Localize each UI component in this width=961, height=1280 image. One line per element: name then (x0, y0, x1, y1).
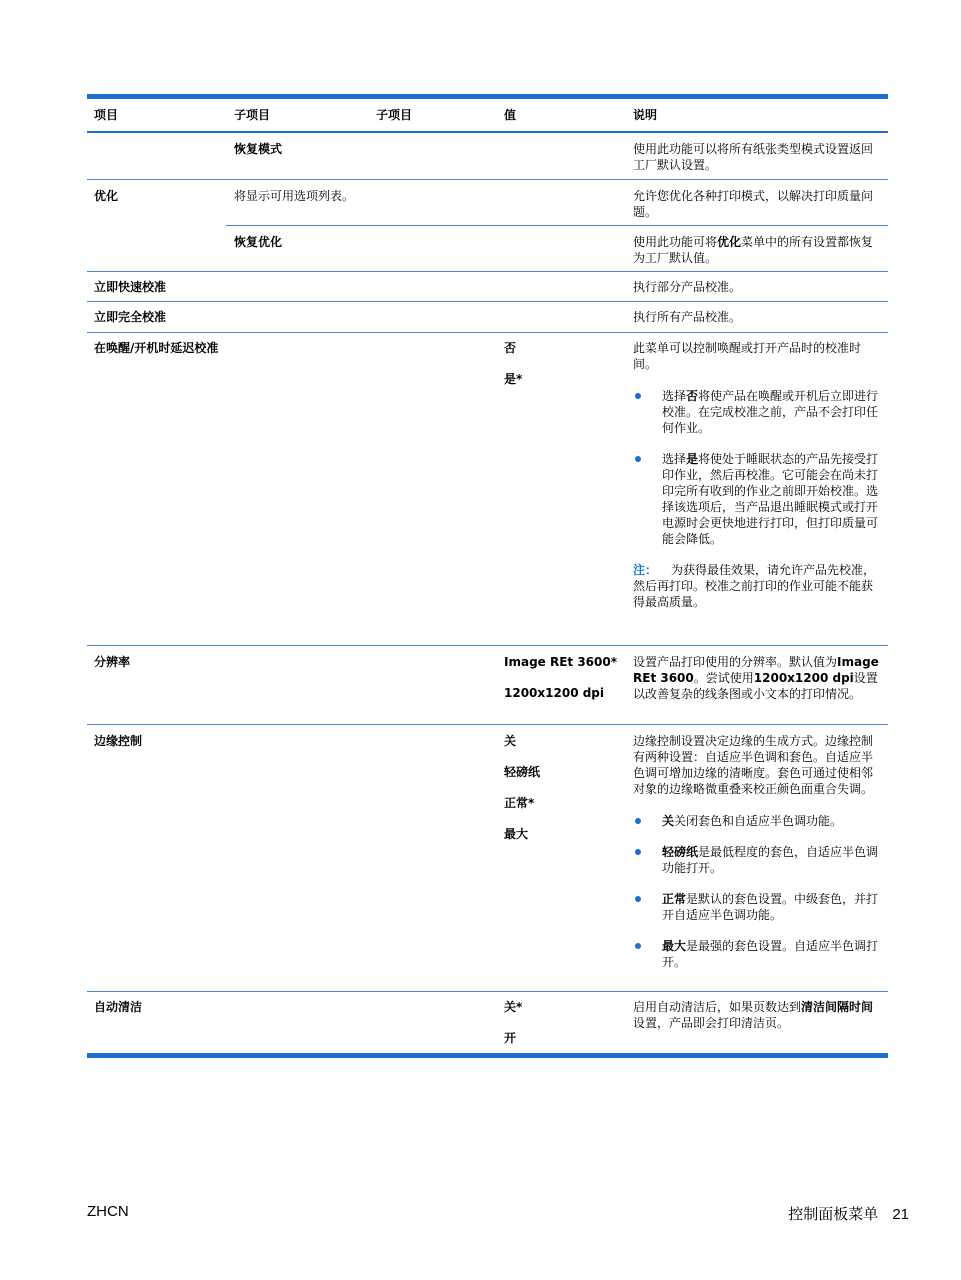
value-option: 最大 (504, 827, 529, 841)
header-value: 值 (504, 108, 517, 122)
bullet-icon (635, 456, 641, 462)
list-item: 关关闭套色和自适应半色调功能。 (633, 813, 883, 829)
bullet-icon (635, 393, 641, 399)
list-item: 正常是默认的套色设置。中级套色，并打开自适应半色调功能。 (633, 891, 883, 923)
item-delay-calibration: 在唤醒/开机时延迟校准 (94, 341, 219, 355)
settings-table (87, 94, 888, 1058)
list-item: 选择是将使处于睡眠状态的产品先接受打印作业，然后再校准。它可能会在尚未打印完所有收到的作业之前即开始校准。选择该选项后，当产品退出睡眠模式或打开电源时会更快地进行打印，但打印质量可能会降低。 (633, 451, 883, 547)
values-auto-clean (504, 999, 622, 1061)
description-intro: 边缘控制设置决定边缘的生成方式。边缘控制有两种设置：自适应半色调和套色。自适应半色调可增加边缘的清晰度。套色可通过使相邻对象的边缘略微重叠来校正颜色面重合失调。 (633, 734, 874, 796)
value-option: Image REt 3600* (504, 655, 617, 669)
bullet-icon (635, 943, 641, 949)
item-full-calibrate: 立即完全校准 (94, 310, 167, 324)
table-row-restore-mode (87, 133, 888, 180)
item-edge-control: 边缘控制 (94, 734, 143, 748)
value-option: 轻磅纸 (504, 765, 541, 779)
subitem-optimize-list: 将显示可用选项列表。 (234, 189, 355, 203)
description-intro: 此菜单可以控制唤醒或打开产品时的校准时间。 (633, 341, 862, 371)
footer-locale: ZHCN (87, 1203, 129, 1220)
description-optimize: 允许您优化各种打印模式，以解决打印质量问题。 (633, 189, 874, 219)
table-bottom-rule (87, 1053, 888, 1058)
list-item: 最大是最强的套色设置。自适应半色调打开。 (633, 938, 883, 970)
bullet-icon (635, 896, 641, 902)
description-restore-optimize: 使用此功能可将优化菜单中的所有设置都恢复为工厂默认值。 (633, 235, 874, 265)
page-number: 21 (892, 1206, 909, 1223)
header-subitem-1: 子项目 (234, 108, 271, 122)
description-edge-control (633, 733, 883, 985)
header-description: 说明 (633, 108, 658, 122)
header-item: 项目 (94, 108, 119, 122)
values-delay-calibration (504, 340, 622, 402)
description-full-calibrate: 执行所有产品校准。 (633, 310, 742, 324)
footer-section-title: 控制面板菜单 (788, 1206, 879, 1223)
description-auto-clean: 启用自动清洁后，如果页数达到清洁间隔时间设置，产品即会打印清洁页。 (633, 1000, 874, 1030)
value-option: 开 (504, 1031, 517, 1045)
table-row-full-calibrate (87, 302, 888, 333)
item-auto-clean: 自动清洁 (94, 1000, 143, 1014)
values-edge-control (504, 733, 622, 857)
table-header (87, 99, 888, 133)
table-row-delay-calibration (87, 333, 888, 646)
value-option: 正常* (504, 796, 535, 810)
subitem-restore-mode: 恢复模式 (234, 142, 283, 156)
table-row-auto-clean (87, 992, 888, 1053)
table-row-optimize (87, 180, 888, 272)
value-option: 否 (504, 341, 517, 355)
description-quick-calibrate: 执行部分产品校准。 (633, 280, 742, 294)
description-delay-calibration (633, 340, 883, 626)
value-option: 关* (504, 1000, 523, 1014)
note-text: 为获得最佳效果，请允许产品先校准，然后再打印。校准之前打印的作业可能不能获得最高质量。 (633, 563, 876, 609)
description-restore-mode: 使用此功能可以将所有纸张类型模式设置返回工厂默认设置。 (633, 142, 874, 172)
list-item: 轻磅纸是最低程度的套色，自适应半色调功能打开。 (633, 844, 883, 876)
subitem-restore-optimize: 恢复优化 (234, 235, 283, 249)
description-resolution: 设置产品打印使用的分辨率。默认值为Image REt 3600。尝试使用1200x1200 dpi设置以改善复杂的线条图或小文本的打印情况。 (633, 655, 879, 701)
bullet-icon (635, 849, 641, 855)
item-optimize: 优化 (94, 189, 119, 203)
bullet-icon (635, 818, 641, 824)
footer-page-info (774, 1203, 909, 1224)
sub-row-divider (226, 225, 888, 226)
table-row-edge-control (87, 725, 888, 992)
item-quick-calibrate: 立即快速校准 (94, 280, 167, 294)
value-option: 关 (504, 734, 517, 748)
table-row-resolution (87, 646, 888, 725)
table-row-quick-calibrate (87, 272, 888, 302)
item-resolution: 分辨率 (94, 655, 131, 669)
note-label: 注： (633, 563, 658, 577)
header-subitem-2: 子项目 (376, 108, 413, 122)
value-option: 是* (504, 372, 523, 386)
values-resolution (504, 654, 622, 716)
value-option: 1200x1200 dpi (504, 686, 605, 700)
list-item: 选择否将使产品在唤醒或开机后立即进行校准。在完成校准之前，产品不会打印任何作业。 (633, 388, 883, 436)
note (633, 562, 883, 610)
